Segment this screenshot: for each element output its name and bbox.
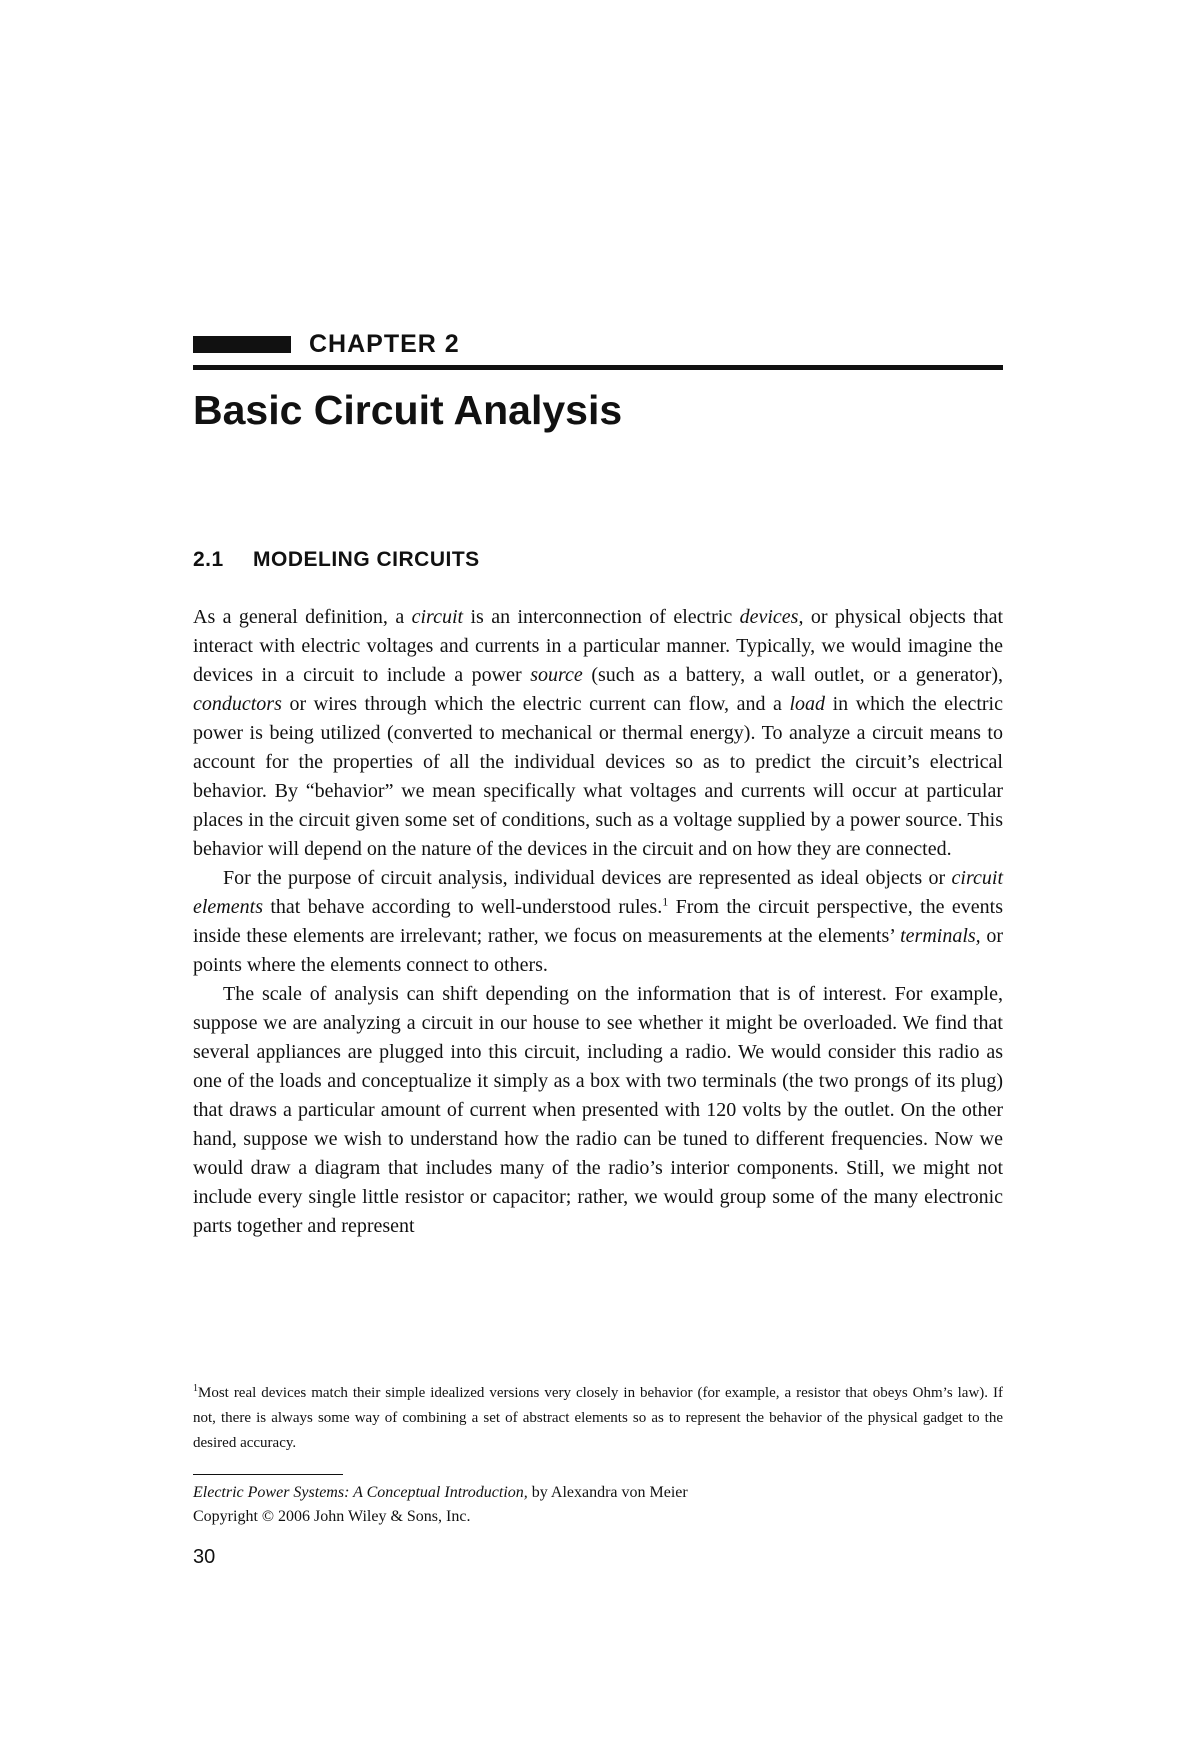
book-author: by Alexandra von Meier: [527, 1484, 688, 1501]
text-run: is an interconnection of electric: [463, 606, 740, 628]
page-number: 30: [193, 1546, 216, 1568]
text-run: or physical objects that interact with electric voltages and currents in a particular manner. Typically, we would imagine the devices in a circuit to include a power: [193, 606, 1004, 686]
text-run: (such as a battery, a wall outlet, or a generator),: [582, 664, 1003, 686]
term-devices: devices,: [739, 606, 804, 628]
text-run: or points where the elements connect to others.: [193, 925, 1003, 976]
term-terminals: terminals,: [900, 925, 981, 947]
paragraph-1: [193, 603, 1003, 864]
section-heading: [193, 546, 480, 574]
book-title: Electric Power Systems: A Conceptual Introduction,: [193, 1484, 528, 1501]
text-run: or wires through which the electric current can flow, and a: [281, 693, 790, 715]
term-load: load: [789, 693, 826, 715]
footnote: [193, 1381, 1003, 1456]
chapter-marker-bar: [193, 336, 291, 353]
chapter-rule: [193, 365, 1003, 370]
term-circuit: circuit: [411, 606, 464, 628]
term-conductors: conductors: [193, 693, 282, 715]
text-run: that behave according to well-understood rules.: [262, 896, 663, 918]
text-run: From the circuit perspective, the events inside these elements are irrelevant; rather, we focus on measurements at the elements’: [193, 896, 1003, 947]
footnote-reference[interactable]: 1: [662, 894, 669, 909]
text-run: As a general definition, a: [193, 606, 412, 628]
chapter-label-row: [193, 328, 1003, 360]
text-run: For the purpose of circuit analysis, individual devices are represented as ideal objects or: [223, 867, 952, 889]
copyright-line: Copyright © 2006 John Wiley & Sons, Inc.: [193, 1508, 471, 1525]
paragraph-2: [193, 864, 1003, 980]
chapter-title: Basic Circuit Analysis: [193, 387, 623, 433]
section-number: 2.1: [193, 548, 224, 571]
footer-rule: [193, 1474, 343, 1475]
footnote-text: Most real devices match their simple idealized versions very closely in behavior (for example, a resistor that obeys Ohm’s law). If not, there is always some way of combining a set of abstract elements so as to represent the behavior of the physical gadget to the desired accuracy.: [193, 1385, 1003, 1451]
term-circuit-elements: circuit elements: [193, 867, 1003, 918]
text-run: in which the electric power is being utilized (converted to mechanical or thermal energy). To analyze a circuit means to account for the properties of all the individual devices so as to predict the circuit’s electrical behavior. By “behavior” we mean specifically what voltages and currents will occur at particular places in the circuit given some set of conditions, such as a voltage supplied by a power source. This behavior will depend on the nature of the devices in the circuit and on how they are connected.: [193, 693, 1003, 860]
term-source: source: [530, 664, 583, 686]
source-note: [193, 1481, 1003, 1529]
paragraph-3: The scale of analysis can shift depending on the information that is of interest. For example, suppose we are analyzing a circuit in our house to see whether it might be overloaded. We find that several appliances are plugged into this circuit, including a radio. We would consider this radio as one of the loads and conceptualize it simply as a box with two terminals (the two prongs of its plug) that draws a particular amount of current when presented with 120 volts by the outlet. On the other hand, suppose we wish to understand how the radio can be tuned to different frequencies. Now we would draw a diagram that includes many of the radio’s interior components. Still, we might not include every single little resistor or capacitor; rather, we would group some of the many electronic parts together and represent: [193, 983, 1003, 1237]
footnote-marker: 1: [193, 1383, 198, 1394]
chapter-label: CHAPTER 2: [309, 330, 460, 358]
body-text: [193, 603, 1003, 1241]
section-title: MODELING CIRCUITS: [253, 548, 480, 571]
